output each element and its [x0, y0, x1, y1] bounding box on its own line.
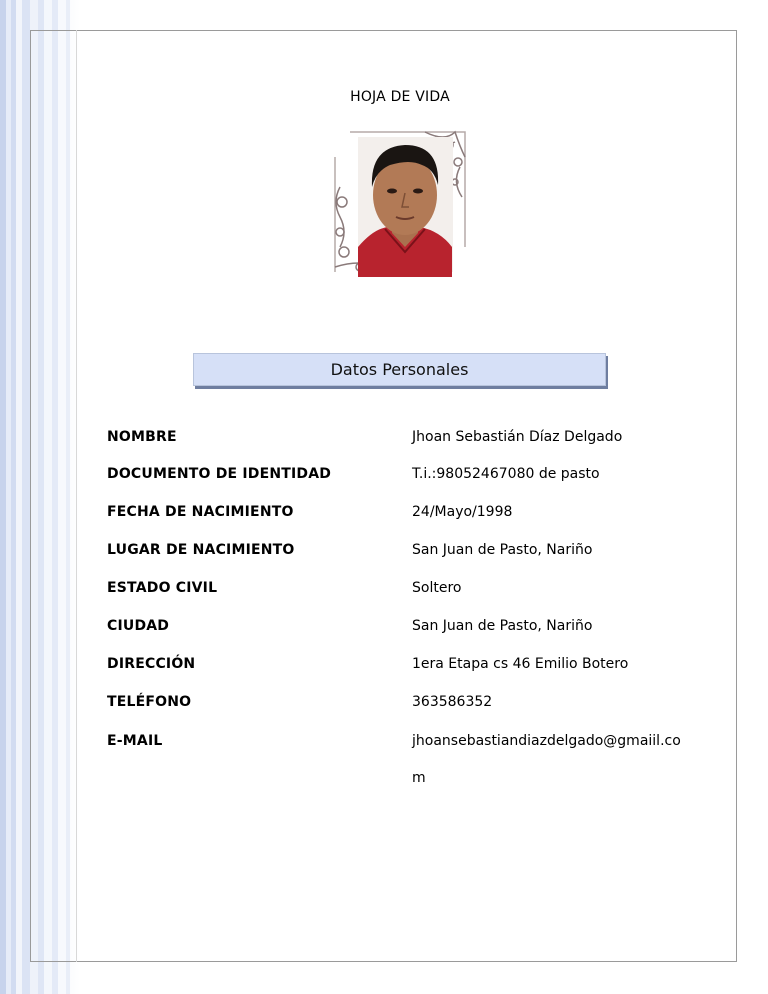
field-label: CIUDAD [107, 618, 170, 634]
field-value: Soltero [412, 580, 462, 596]
field-label: LUGAR DE NACIMIENTO [107, 542, 295, 558]
data-row-lugar-nacimiento [107, 542, 727, 566]
field-value: San Juan de Pasto, Nariño [412, 542, 593, 558]
data-row-ciudad [107, 618, 727, 642]
data-row-nombre [107, 429, 727, 453]
field-value: jhoansebastiandiazdelgado@gmaiil.co [412, 733, 681, 749]
data-row-telefono [107, 694, 727, 718]
field-label: FECHA DE NACIMIENTO [107, 504, 294, 520]
field-value: 24/Mayo/1998 [412, 504, 513, 520]
field-label: TELÉFONO [107, 694, 192, 710]
field-value: 1era Etapa cs 46 Emilio Botero [412, 656, 629, 672]
document-title: HOJA DE VIDA [350, 89, 450, 105]
field-label: NOMBRE [107, 429, 177, 445]
field-value: San Juan de Pasto, Nariño [412, 618, 593, 634]
data-row-direccion [107, 656, 727, 680]
field-label: DOCUMENTO DE IDENTIDAD [107, 466, 332, 482]
profile-photo [330, 127, 470, 277]
margin-line [76, 30, 77, 962]
field-label: E-MAIL [107, 733, 163, 749]
data-row-documento [107, 466, 727, 490]
field-label: ESTADO CIVIL [107, 580, 218, 596]
email-continuation: m [412, 770, 426, 786]
field-label: DIRECCIÓN [107, 656, 196, 672]
section-title: Datos Personales [330, 360, 469, 379]
data-row-estado-civil [107, 580, 727, 604]
data-row-fecha-nacimiento [107, 504, 727, 528]
field-value: T.i.:98052467080 de pasto [412, 466, 600, 482]
data-row-email [107, 733, 727, 757]
field-value: 363586352 [412, 694, 493, 710]
field-value: Jhoan Sebastián Díaz Delgado [412, 429, 623, 445]
